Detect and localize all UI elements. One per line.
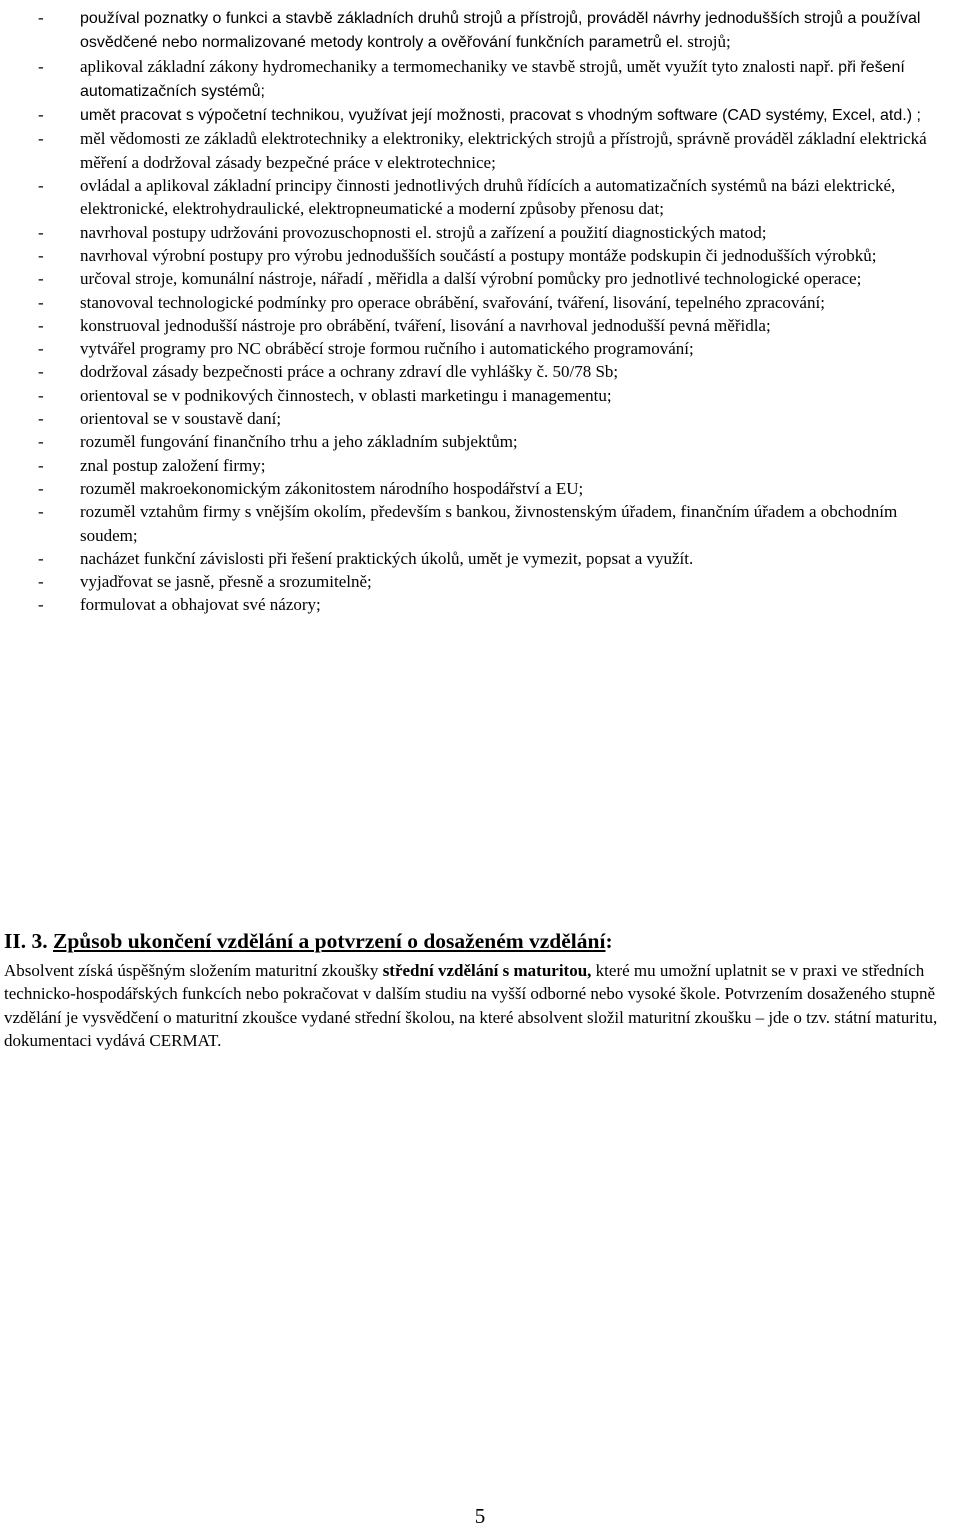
list-dash: - bbox=[38, 56, 44, 76]
requirements-list bbox=[0, 6, 950, 617]
section-number: II. 3. bbox=[4, 929, 48, 953]
list-item bbox=[0, 570, 950, 593]
list-item-text: konstruoval jednodušší nástroje pro obrábění, tváření, lisování a navrhoval jednodušší pevná měřidla; bbox=[80, 315, 771, 335]
list-dash: - bbox=[38, 222, 44, 242]
list-item-text: stanovoval technologické podmínky pro operace obrábění, svařování, tváření, lisování, tepelného zpracování; bbox=[80, 292, 825, 312]
list-item bbox=[0, 291, 950, 314]
list-dash: - bbox=[38, 502, 44, 522]
list-item-text: rozuměl fungování finančního trhu a jeho základním subjektům; bbox=[80, 432, 518, 452]
list-item bbox=[0, 221, 950, 244]
list-item bbox=[0, 267, 950, 290]
list-dash: - bbox=[38, 315, 44, 335]
section-title-suffix: : bbox=[605, 929, 613, 953]
list-dash: - bbox=[38, 105, 44, 125]
list-item bbox=[0, 500, 950, 547]
list-dash: - bbox=[38, 385, 44, 405]
list-item-text: vytvářel programy pro NC obráběcí stroje formou ručního i automatického programování; bbox=[80, 339, 694, 359]
list-item-text: orientoval se v podnikových činnostech, v oblasti marketingu i managementu; bbox=[80, 385, 612, 405]
list-item bbox=[0, 6, 950, 55]
paragraph-text: které mu umožní uplatnit se v praxi ve středních technicko-hospodářských funkcích nebo pokračovat v dalším studiu na vyšší odborné nebo vysoké škole. Potvrzením dosaženého stupně vzdělání je vysvědčení o maturitní zkoušce vydané střední školou, na které absolvent složil maturitní zkoušku – jde o tzv. státní maturitu, dokumentaci vydává CERMAT. bbox=[4, 961, 938, 1050]
list-item-text: formulovat a obhajovat své názory; bbox=[80, 595, 321, 615]
list-dash: - bbox=[38, 339, 44, 359]
list-dash: - bbox=[38, 595, 44, 615]
list-dash: - bbox=[38, 8, 44, 27]
list-item-text: dodržoval zásady bezpečnosti práce a ochrany zdraví dle vyhlášky č. 50/78 Sb; bbox=[80, 362, 619, 382]
list-item-text: umět pracovat s výpočetní technikou, využívat její možnosti, pracovat s vhodným software (CAD systémy, Excel, atd.) ; bbox=[80, 107, 921, 125]
list-item bbox=[0, 454, 950, 477]
page-number: 5 bbox=[474, 1504, 486, 1528]
list-item bbox=[0, 337, 950, 360]
list-item-text: měl vědomosti ze základů elektrotechniky a elektroniky, elektrických strojů a přístrojů, správně prováděl základní elektrická měření a dodržoval zásady bezpečné práce v elektrotechnice; bbox=[80, 129, 927, 172]
list-dash: - bbox=[38, 269, 44, 289]
list-item-text-part: strojů; bbox=[687, 32, 731, 52]
list-item bbox=[0, 103, 950, 127]
list-item-text: znal postup založení firmy; bbox=[80, 455, 266, 475]
list-dash: - bbox=[38, 572, 44, 592]
list-dash: - bbox=[38, 432, 44, 452]
list-dash: - bbox=[38, 292, 44, 312]
list-item-text: navrhoval výrobní postupy pro výrobu jednodušších součástí a postupy montáže podskupin či jednodušších výrobků; bbox=[80, 245, 877, 265]
paragraph-text: Absolvent získá úspěšným složením maturitní zkoušky bbox=[4, 961, 383, 980]
list-item bbox=[0, 547, 950, 570]
list-item bbox=[0, 55, 950, 104]
section-title: Způsob ukončení vzdělání a potvrzení o dosaženém vzdělání bbox=[52, 929, 606, 953]
list-item-text: rozuměl makroekonomickým zákonitostem národního hospodářství a EU; bbox=[80, 478, 584, 498]
list-item-text: ovládal a aplikoval základní principy činnosti jednotlivých druhů řídících a automatizačních systémů na bázi elektrické, elektronické, elektrohydraulické, elektropneumatické a moderní způsoby přenosu dat; bbox=[80, 176, 896, 219]
list-item-text: vyjadřovat se jasně, přesně a srozumitelně; bbox=[80, 572, 372, 592]
list-item-text: navrhoval postupy udržováni provozuschopnosti el. strojů a zařízení a použití diagnostických matod; bbox=[80, 222, 767, 242]
list-dash: - bbox=[38, 362, 44, 382]
list-item-text: rozuměl vztahům firmy s vnějším okolím, především s bankou, živnostenským úřadem, finančním úřadem a obchodním soudem; bbox=[80, 502, 898, 545]
list-dash: - bbox=[38, 176, 44, 196]
list-item bbox=[0, 430, 950, 453]
list-item bbox=[0, 314, 950, 337]
list-item bbox=[0, 360, 950, 383]
list-item-text: nacházet funkční závislosti při řešení praktických úkolů, umět je vymezit, popsat a využít. bbox=[80, 548, 694, 568]
list-item-text-part: aplikoval základní zákony hydromechaniky a termomechaniky ve stavbě strojů, umět využít tyto znalosti např. bbox=[80, 56, 834, 76]
list-dash: - bbox=[38, 478, 44, 498]
body-paragraph bbox=[4, 959, 954, 1052]
list-dash: - bbox=[38, 548, 44, 568]
list-item bbox=[0, 127, 950, 174]
paragraph-bold-text: střední vzdělání s maturitou, bbox=[382, 961, 592, 980]
list-item-text-part: při řešení automatizačních systémů; bbox=[80, 58, 905, 100]
list-item-text: orientoval se v soustavě daní; bbox=[80, 409, 282, 429]
list-item bbox=[0, 384, 950, 407]
list-dash: - bbox=[38, 129, 44, 149]
list-dash: - bbox=[38, 409, 44, 429]
list-item bbox=[0, 244, 950, 267]
list-item bbox=[0, 593, 950, 616]
list-item bbox=[0, 407, 950, 430]
list-dash: - bbox=[38, 245, 44, 265]
list-item bbox=[0, 477, 950, 500]
list-item-text: určoval stroje, komunální nástroje, nářadí , měřidla a další výrobní pomůcky pro jednotlivé technologické operace; bbox=[80, 269, 862, 289]
section-heading bbox=[4, 927, 613, 955]
list-dash: - bbox=[38, 455, 44, 475]
list-item-text-part: používal poznatky o funkci a stavbě základních druhů strojů a přístrojů, prováděl návrhy jednodušších strojů a používal osvědčené nebo normalizované metody kontroly a ověřování funkčních parametrů el. bbox=[80, 10, 921, 52]
list-item bbox=[0, 174, 950, 221]
